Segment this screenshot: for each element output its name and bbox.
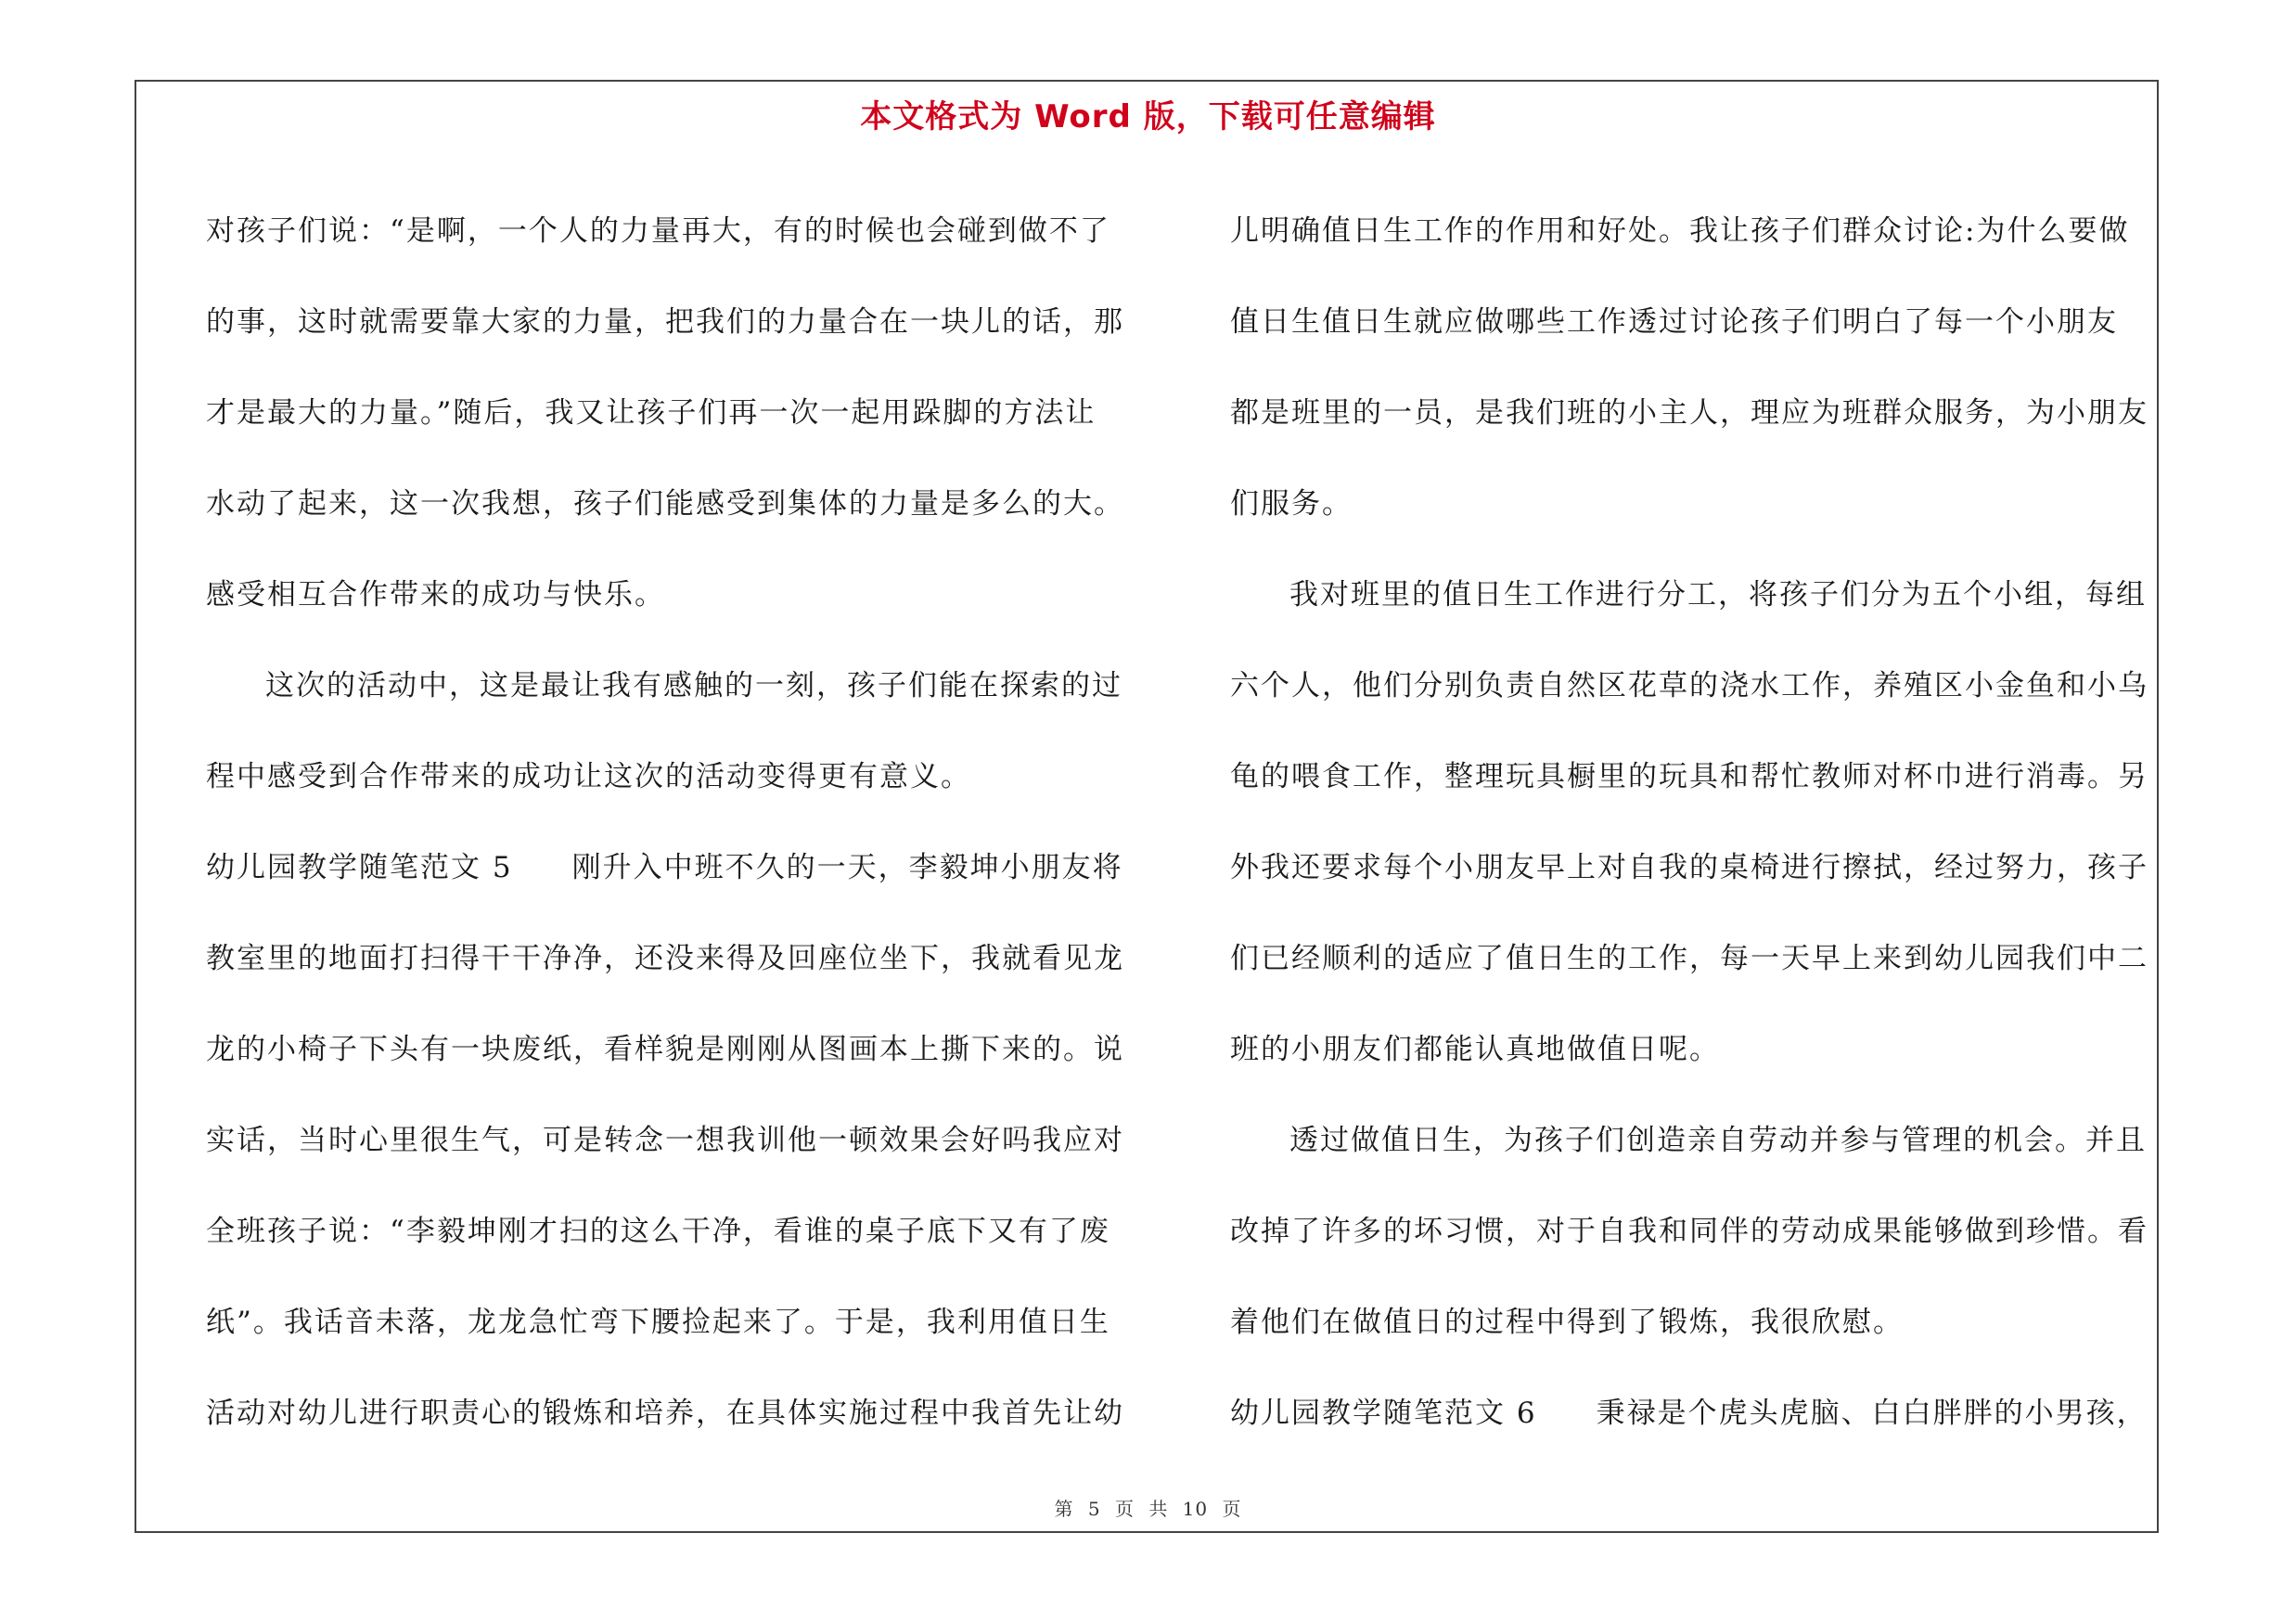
- footer-page-total: 10: [1182, 1498, 1209, 1520]
- format-banner: 本文格式为 Word 版，下载可任意编辑: [860, 98, 1436, 135]
- text-line: [206, 186, 1134, 277]
- line-text: 儿明确值日生工作的作用和好处。我让孩子们群众讨论:为什么要做: [1230, 214, 2130, 248]
- text-line: [206, 1186, 1134, 1277]
- page-footer: [0, 1494, 2296, 1521]
- line-text: 值日生值日生就应做哪些工作透过讨论孩子们明白了每一个小朋友: [1230, 305, 2118, 339]
- text-line: [206, 731, 1134, 822]
- text-line: [206, 822, 1134, 913]
- line-text: 活动对幼儿进行职责心的锻炼和培养，在具体实施过程中我首先让幼: [206, 1397, 1124, 1430]
- footer-total-word: 页: [1222, 1498, 1242, 1520]
- essay-heading: 幼儿园教学随笔范文 6: [1230, 1397, 1537, 1430]
- text-line: [206, 640, 1134, 731]
- text-line: [206, 1004, 1134, 1095]
- text-line: [1230, 822, 2158, 913]
- line-text: 六个人，他们分别负责自然区花草的浇水工作，养殖区小金鱼和小乌: [1230, 669, 2148, 702]
- line-text: 透过做值日生，为孩子们创造亲自劳动并参与管理的机会。并且: [1289, 1124, 2147, 1157]
- text-line: [1230, 367, 2158, 458]
- line-text: 们已经顺利的适应了值日生的工作，每一天早上来到幼儿园我们中二: [1230, 942, 2148, 975]
- text-line: [1230, 277, 2158, 367]
- line-text: 班的小朋友们都能认真地做值日呢。: [1230, 1033, 1720, 1066]
- line-text: 教室里的地面打扫得干干净净，还没来得及回座位坐下，我就看见龙: [206, 942, 1124, 975]
- text-line: [1230, 186, 2158, 277]
- line-text: 才是最大的力量。”随后，我又让孩子们再一次一起用跺脚的方法让: [206, 396, 1097, 430]
- line-text: 龟的喂食工作，整理玩具橱里的玩具和帮忙教师对杯巾进行消毒。另: [1230, 760, 2148, 793]
- line-text: 感受相互合作带来的成功与快乐。: [206, 578, 665, 612]
- text-line: [206, 549, 1134, 640]
- line-text: 水动了起来，这一次我想，孩子们能感受到集体的力量是多么的大。: [206, 487, 1124, 521]
- line-text: 改掉了许多的坏习惯，对于自我和同伴的劳动成果能够做到珍惜。看: [1230, 1215, 2148, 1248]
- text-line: [1230, 1186, 2158, 1277]
- text-line: [206, 1368, 1134, 1459]
- text-line: [1230, 731, 2158, 822]
- line-text: 刚升入中班不久的一天，李毅坤小朋友将: [571, 851, 1123, 884]
- line-text: 对孩子们说：“是啊，一个人的力量再大，有的时候也会碰到做不了: [206, 214, 1110, 248]
- text-line: [206, 913, 1134, 1004]
- text-line: [1230, 1368, 2158, 1459]
- line-text: 全班孩子说：“李毅坤刚才扫的这么干净，看谁的桌子底下又有了废: [206, 1215, 1110, 1248]
- text-line: [206, 458, 1134, 549]
- footer-page-word: 页: [1114, 1498, 1135, 1520]
- line-text: 我对班里的值日生工作进行分工，将孩子们分为五个小组，每组: [1289, 578, 2147, 612]
- line-text: 程中感受到合作带来的成功让这次的活动变得更有意义。: [206, 760, 971, 793]
- footer-page-label: 第: [1054, 1498, 1074, 1520]
- line-text: 秉禄是个虎头虎脑、白白胖胖的小男孩，: [1596, 1397, 2148, 1430]
- line-text: 们服务。: [1230, 487, 1353, 521]
- text-line: [1230, 458, 2158, 549]
- line-text: 的事，这时就需要靠大家的力量，把我们的力量合在一块儿的话，那: [206, 305, 1124, 339]
- left-column: [206, 186, 1134, 1459]
- essay-heading: 幼儿园教学随笔范文 5: [206, 851, 513, 884]
- text-line: [1230, 1004, 2158, 1095]
- footer-total-label: 共: [1148, 1498, 1169, 1520]
- text-line: [206, 277, 1134, 367]
- line-text: 纸”。我话音未落，龙龙急忙弯下腰捡起来了。于是，我利用值日生: [206, 1306, 1110, 1339]
- text-line: [1230, 1277, 2158, 1368]
- text-line: [1230, 1095, 2158, 1186]
- text-line: [1230, 549, 2158, 640]
- text-line: [1230, 913, 2158, 1004]
- text-line: [206, 1095, 1134, 1186]
- line-text: 外我还要求每个小朋友早上对自我的桌椅进行擦拭，经过努力，孩子: [1230, 851, 2148, 884]
- right-column: [1230, 186, 2158, 1459]
- line-text: 这次的活动中，这是最让我有感触的一刻，孩子们能在探索的过: [265, 669, 1122, 702]
- line-text: 龙的小椅子下头有一块废纸，看样貌是刚刚从图画本上撕下来的。说: [206, 1033, 1124, 1066]
- text-line: [1230, 640, 2158, 731]
- line-text: 实话，当时心里很生气，可是转念一想我训他一顿效果会好吗我应对: [206, 1124, 1124, 1157]
- footer-page-current: 5: [1087, 1498, 1101, 1520]
- line-text: 都是班里的一员，是我们班的小主人，理应为班群众服务，为小朋友: [1230, 396, 2148, 430]
- text-line: [206, 367, 1134, 458]
- line-text: 着他们在做值日的过程中得到了锻炼，我很欣慰。: [1230, 1306, 1904, 1339]
- text-line: [206, 1277, 1134, 1368]
